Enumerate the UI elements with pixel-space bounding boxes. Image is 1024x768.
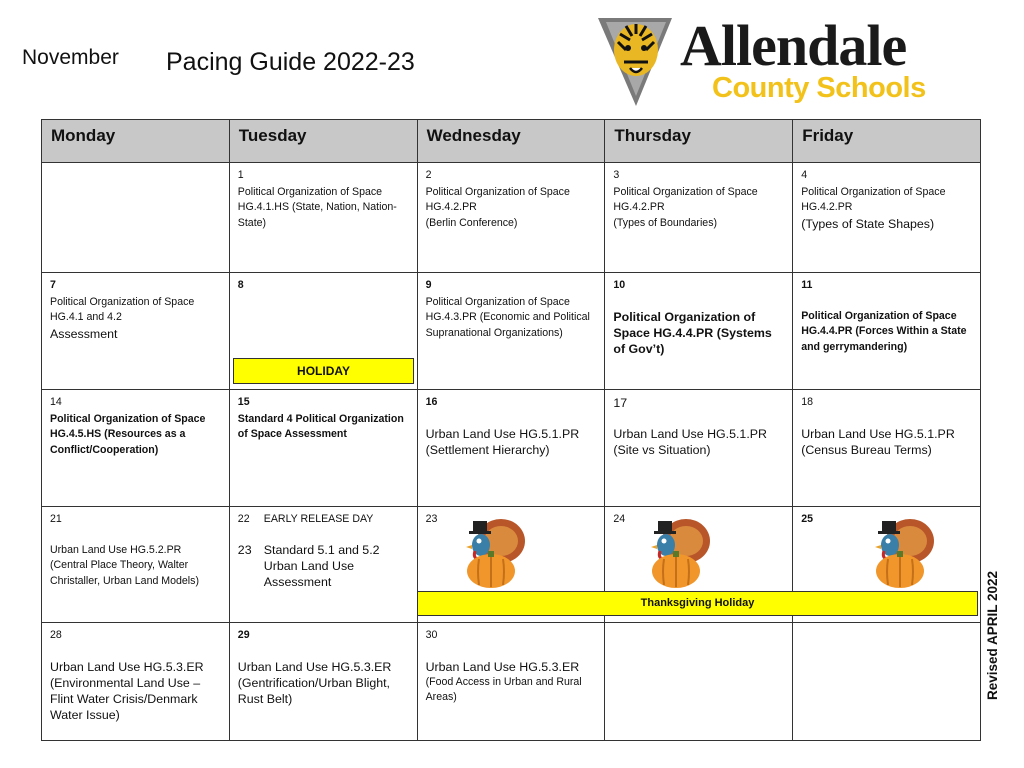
- day-number: 22: [237, 513, 250, 525]
- day-cell-28: 28 Urban Land Use HG.5.3.ER (Environmental Land Use – Flint Water Crisis/Denmark Water Issue): [42, 623, 230, 741]
- day-number: 11: [801, 279, 813, 291]
- day-cell-14: 14 Political Organization of Space HG.4.5.HS (Resources as a Conflict/Cooperation): [42, 390, 230, 507]
- month-label: November: [22, 46, 119, 69]
- day-cell-empty: [793, 623, 981, 741]
- day-number: 2: [425, 169, 432, 181]
- week-row-5: [42, 623, 981, 741]
- logo-subtitle: County Schools: [712, 72, 926, 104]
- header-thursday: Thursday: [605, 120, 793, 163]
- day-number: 9: [425, 279, 432, 291]
- week-row-2: [42, 273, 981, 390]
- turkey-pumpkin-icon: [866, 511, 944, 591]
- day-cell-30: 30 Urban Land Use HG.5.3.ER (Food Access in Urban and Rural Areas): [417, 623, 605, 741]
- day-number: 18: [801, 396, 813, 408]
- header-monday: Monday: [42, 120, 230, 163]
- day-cell-1: 1 Political Organization of Space HG.4.1.HS (State, Nation, Nation-State): [229, 163, 417, 273]
- day-number: 15: [237, 396, 250, 408]
- day-number: 24: [613, 513, 626, 525]
- day-cell-10: 10 Political Organization of Space HG.4.4.PR (Systems of Gov’t): [605, 273, 793, 390]
- day-cell-29: 29 Urban Land Use HG.5.3.ER (Gentrification/Urban Blight, Rust Belt): [229, 623, 417, 741]
- day-number: 16: [425, 396, 438, 408]
- day-number: 23: [237, 542, 252, 557]
- day-cell-9: 9 Political Organization of Space HG.4.3.PR (Economic and Political Supranational Organizations): [417, 273, 605, 390]
- day-cell-16: 16 Urban Land Use HG.5.1.PR (Settlement Hierarchy): [417, 390, 605, 507]
- day-number: 1: [237, 169, 244, 181]
- day-cell-18: 18 Urban Land Use HG.5.1.PR (Census Bureau Terms): [793, 390, 981, 507]
- day-cell-4: 4 Political Organization of Space HG.4.2.PR (Types of State Shapes): [793, 163, 981, 273]
- logo-name: Allendale: [680, 13, 907, 78]
- day-number: 17: [613, 396, 628, 410]
- day-cell-11: 11 Political Organization of Space HG.4.4.PR (Forces Within a State and gerrymandering): [793, 273, 981, 390]
- day-number: 8: [237, 279, 244, 291]
- calendar-header-row: [42, 120, 981, 163]
- day-number: 10: [613, 279, 626, 291]
- day-cell-empty: [42, 163, 230, 273]
- day-cell-7: 7 Political Organization of Space HG.4.1 and 4.2 Assessment: [42, 273, 230, 390]
- day-number: 23: [425, 513, 438, 525]
- thanksgiving-banner: Thanksgiving Holiday: [417, 591, 978, 616]
- day-number: 3: [613, 169, 620, 181]
- holiday-banner: HOLIDAY: [233, 358, 414, 384]
- early-release-note: EARLY RELEASE DAY: [263, 513, 374, 525]
- day-number: 14: [50, 396, 62, 408]
- week-row-3: [42, 390, 981, 507]
- day-cell-empty: [605, 623, 793, 741]
- page-title: Pacing Guide 2022-23: [166, 48, 415, 76]
- turkey-pumpkin-icon: [457, 511, 535, 591]
- day-number: 21: [50, 513, 62, 525]
- day-cell-15: 15 Standard 4 Political Organization of Space Assessment: [229, 390, 417, 507]
- week-row-1: [42, 163, 981, 273]
- day-number: 4: [801, 169, 808, 181]
- header-friday: Friday: [793, 120, 981, 163]
- day-number: 30: [425, 629, 438, 641]
- day-number: 25: [801, 513, 813, 525]
- day-cell-2: 2 Political Organization of Space HG.4.2.PR (Berlin Conference): [417, 163, 605, 273]
- revised-date: Revised APRIL 2022: [985, 570, 1000, 700]
- header-wednesday: Wednesday: [417, 120, 605, 163]
- header-tuesday: Tuesday: [229, 120, 417, 163]
- day-cell-22: 22 EARLY RELEASE DAY 23 Standard 5.1 and 5.2 Urban Land Use Assessment: [229, 507, 417, 623]
- day-cell-3: 3 Political Organization of Space HG.4.2.PR (Types of Boundaries): [605, 163, 793, 273]
- day-number: 7: [50, 279, 56, 291]
- day-number: 29: [237, 629, 250, 641]
- day-cell-17: 17 Urban Land Use HG.5.1.PR (Site vs Situation): [605, 390, 793, 507]
- day-number: 28: [50, 629, 62, 641]
- turkey-pumpkin-icon: [642, 511, 720, 591]
- day-cell-21: 21 Urban Land Use HG.5.2.PR (Central Place Theory, Walter Christaller, Urban Land Models): [42, 507, 230, 623]
- pacing-calendar: [41, 119, 981, 741]
